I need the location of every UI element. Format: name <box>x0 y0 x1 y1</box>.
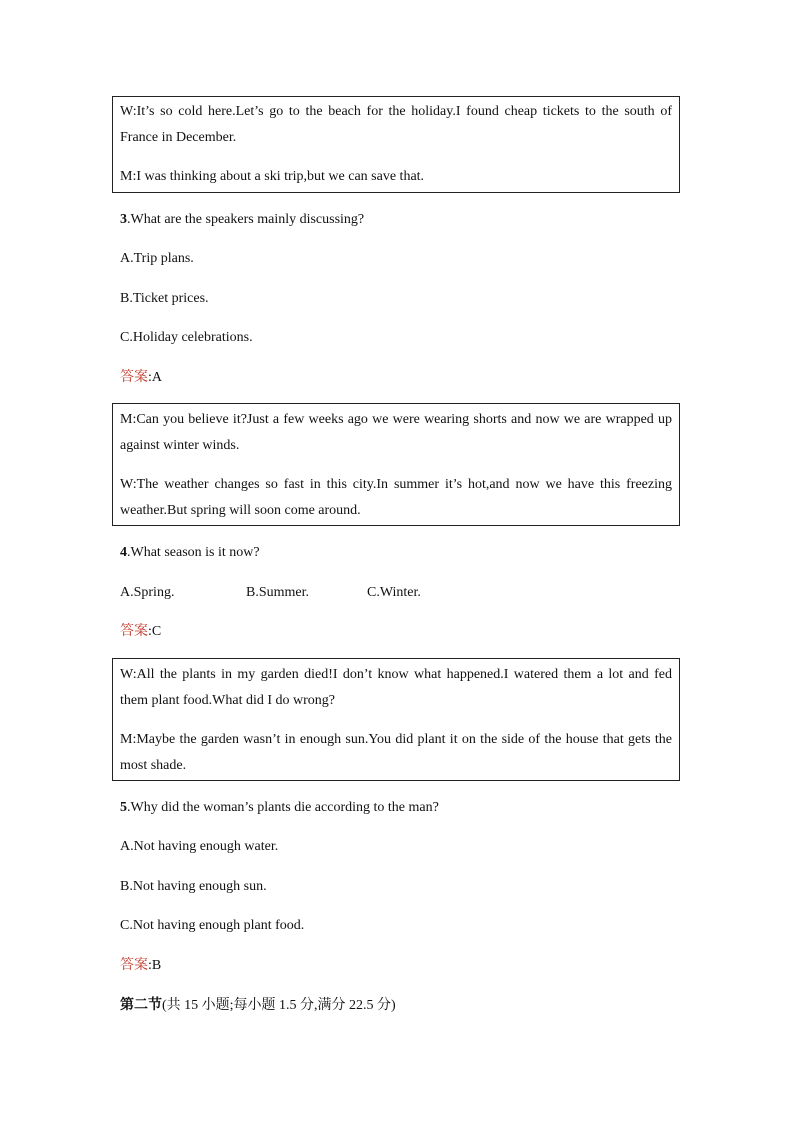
answer-5 <box>120 956 161 976</box>
dialogue-box-3 <box>112 658 680 781</box>
option-a: A.Trip plans. <box>120 251 194 266</box>
option-c: C.Holiday celebrations. <box>120 330 253 345</box>
dialogue-line: M:Can you believe it?Just a few weeks ago we were wearing shorts and now we are wrapped up against winter winds. <box>120 412 672 453</box>
option-b: B.Ticket prices. <box>120 291 209 306</box>
answer-value: :C <box>148 624 162 639</box>
answer-value: :A <box>148 370 162 385</box>
question-number: 4 <box>120 545 127 560</box>
answer-3 <box>120 368 162 388</box>
dialogue-line: W:It’s so cold here.Let’s go to the beach for the holiday.I found cheap tickets to the south of France in December. <box>120 104 672 145</box>
question-text: .What season is it now? <box>127 545 260 560</box>
section-title: 第二节 <box>120 997 162 1013</box>
question-text: .What are the speakers mainly discussing? <box>127 212 365 227</box>
section-heading <box>120 995 396 1016</box>
question-number: 3 <box>120 212 127 227</box>
section-note: (共 15 小题;每小题 1.5 分,满分 22.5 分) <box>162 998 396 1013</box>
options-row <box>120 583 421 603</box>
dialogue-box-2 <box>112 403 680 526</box>
option-c: C.Winter. <box>367 585 421 600</box>
question-4 <box>120 543 260 563</box>
question-5 <box>120 798 439 818</box>
answer-label: 答案 <box>120 958 148 973</box>
answer-label: 答案 <box>120 624 148 639</box>
dialogue-line: W:The weather changes so fast in this city.In summer it’s hot,and now we have this freezing weather.But spring will soon come around. <box>120 477 672 518</box>
dialogue-line: W:All the plants in my garden died!I don’t know what happened.I watered them a lot and fed them plant food.What did I do wrong? <box>120 667 672 708</box>
option-c: C.Not having enough plant food. <box>120 918 305 933</box>
answer-value: :B <box>148 958 162 973</box>
dialogue-box-1 <box>112 96 680 193</box>
question-3 <box>120 210 364 230</box>
answer-label: 答案 <box>120 370 148 385</box>
question-number: 5 <box>120 800 127 815</box>
option-a: A.Not having enough water. <box>120 839 279 854</box>
option-a: A.Spring. <box>120 585 175 600</box>
question-text: .Why did the woman’s plants die according to the man? <box>127 800 439 815</box>
dialogue-line: M:I was thinking about a ski trip,but we can save that. <box>120 169 425 184</box>
option-b: B.Not having enough sun. <box>120 879 267 894</box>
option-b: B.Summer. <box>246 585 310 600</box>
answer-4 <box>120 622 161 642</box>
dialogue-line: M:Maybe the garden wasn’t in enough sun.You did plant it on the side of the house that gets the most shade. <box>120 732 672 773</box>
